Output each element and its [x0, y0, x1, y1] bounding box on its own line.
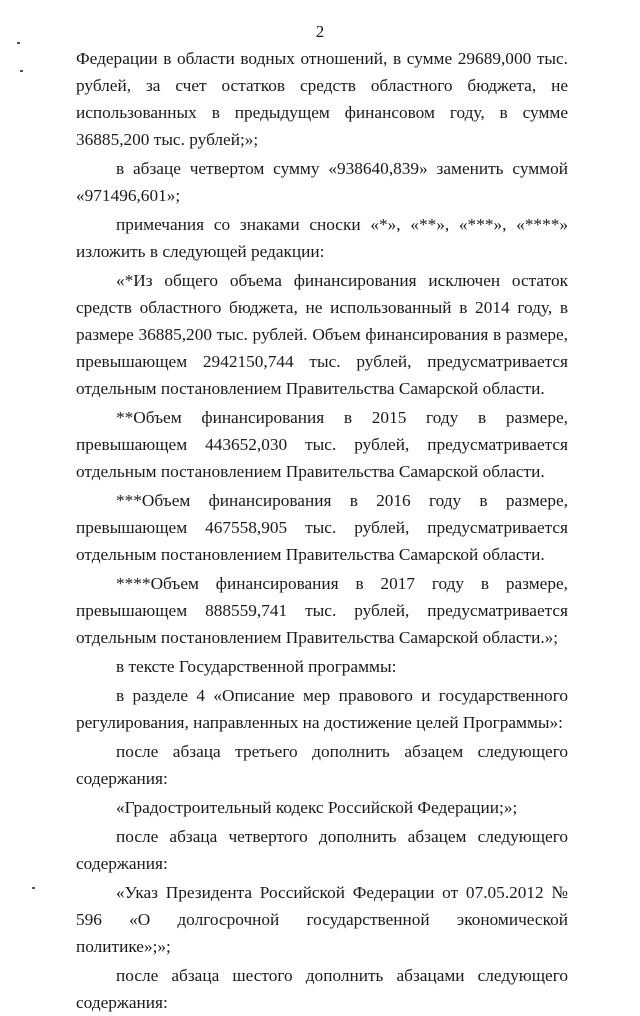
page-number: 2 — [315, 22, 325, 41]
footnote-paragraph: **Объем финансирования в 2015 году в размере, превышающем 443652,030 тыс. рублей, предусматривается отдельным постановлением Правительства Самарской области. — [76, 408, 568, 481]
paragraph: в тексте Государственной программы: — [116, 657, 397, 676]
footnote-paragraph: «*Из общего объема финансирования исключен остаток средств областного бюджета, не использованный в 2014 году, в размере 36885,200 тыс. рублей. Объем финансирования в размере, превышающем 2942150,744 тыс. рублей, предусматривается отдельным постановлением Правительства Самарской области. — [76, 271, 568, 398]
footnote-paragraph: ***Объем финансирования в 2016 году в размере, превышающем 467558,905 тыс. рублей, предусматривается отдельным постановлением Правительства Самарской области. — [76, 491, 568, 564]
footnote-paragraph: ****Объем финансирования в 2017 году в размере, превышающем 888559,741 тыс. рублей, предусматривается отдельным постановлением Правительства Самарской области.»; — [76, 574, 568, 647]
paragraph: после абзаца третьего дополнить абзацем следующего содержания: — [76, 742, 568, 788]
paragraph: «Указ Президента Российской Федерации от 07.05.2012 № 596 «О долгосрочной государственной экономической политике»;»; — [76, 883, 568, 956]
scan-mark — [20, 70, 23, 72]
paragraph: примечания со знаками сноски «*», «**», «***», «****» изложить в следующей редакции: — [76, 215, 568, 261]
paragraph: Федерации в области водных отношений, в сумме 29689,000 тыс. рублей, за счет остатков средств областного бюджета, не использованных в предыдущем финансовом году, в сумме 36885,200 тыс. рублей;»; — [76, 49, 568, 149]
paragraph: в абзаце четвертом сумму «938640,839» заменить суммой «971496,601»; — [76, 159, 568, 205]
paragraph: в разделе 4 «Описание мер правового и государственного регулирования, направленных на достижение целей Программы»: — [76, 686, 568, 732]
scan-mark — [17, 42, 20, 44]
paragraph: «Градостроительный кодекс Российской Федерации;»; — [116, 798, 518, 817]
scan-mark — [32, 887, 35, 889]
document-body — [76, 45, 568, 1016]
paragraph: после абзаца шестого дополнить абзацами следующего содержания: — [76, 966, 568, 1012]
paragraph: после абзаца четвертого дополнить абзацем следующего содержания: — [76, 827, 568, 873]
